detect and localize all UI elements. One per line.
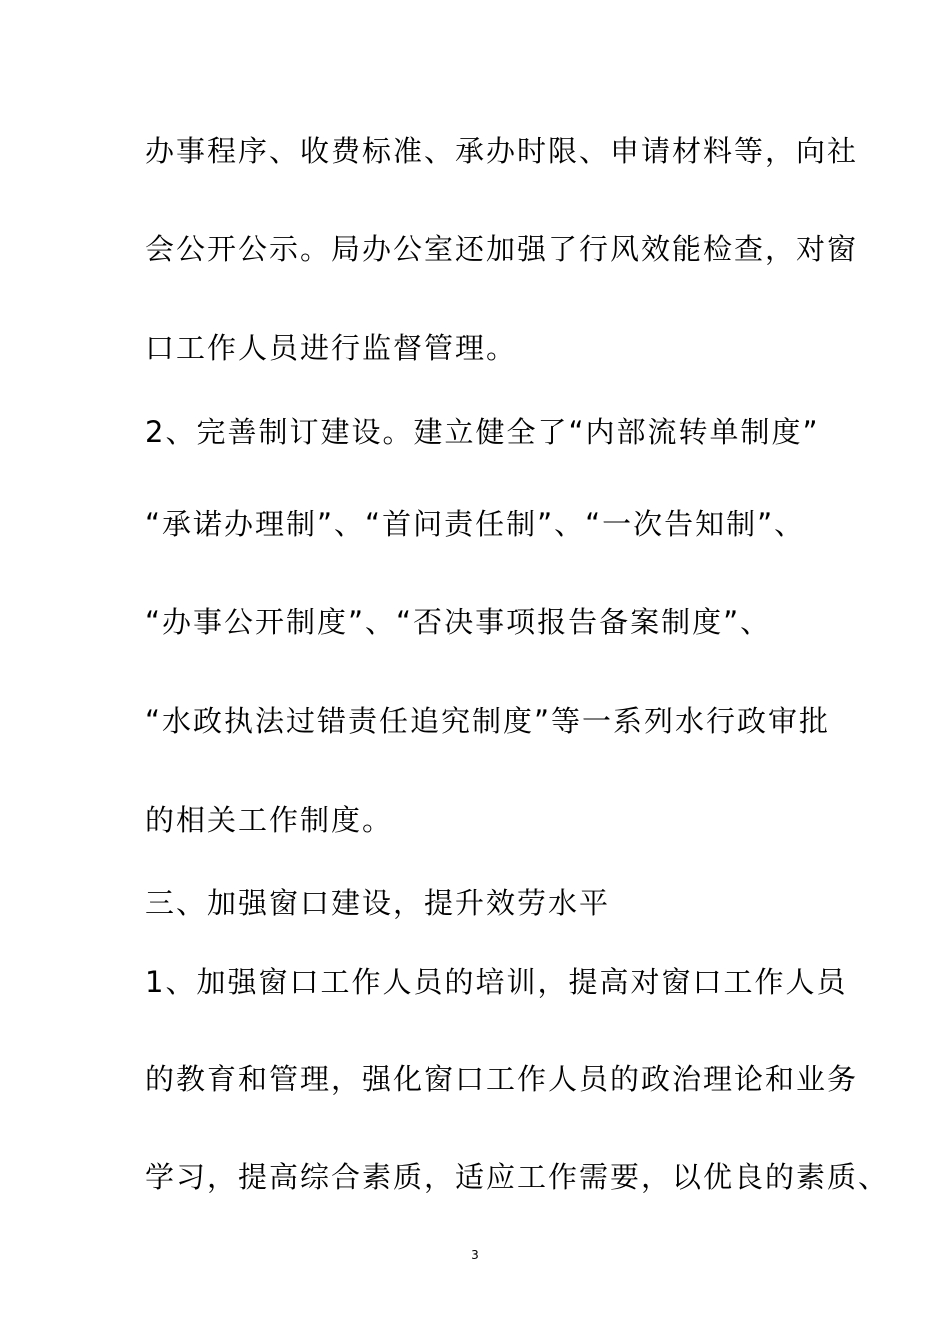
paragraph-line: “办事公开制度”、“否决事项报告备案制度”、: [145, 605, 772, 639]
paragraph-line: 2、完善制订建设。建立健全了“内部流转单制度”: [145, 415, 820, 449]
paragraph-line: “承诺办理制”、“首问责任制”、“一次告知制”、: [145, 507, 806, 541]
paragraph-line: “水政执法过错责任追究制度”等一系列水行政审批: [145, 704, 831, 738]
paragraph-line: 1、加强窗口工作人员的培训，提高对窗口工作人员: [145, 965, 848, 999]
paragraph-line: 的教育和管理，强化窗口工作人员的政治理论和业务: [145, 1062, 859, 1096]
paragraph-line: 办事程序、收费标准、承办时限、申请材料等，向社: [145, 134, 859, 168]
paragraph-line: 学习，提高综合素质，适应工作需要，以优良的素质、: [145, 1160, 890, 1194]
paragraph-line: 口工作人员进行监督管理。: [145, 331, 518, 365]
section-heading: 三、加强窗口建设，提升效劳水平: [145, 886, 611, 920]
paragraph-line: 的相关工作制度。: [145, 803, 394, 837]
paragraph-line: 会公开公示。局办公室还加强了行风效能检查，对窗: [145, 232, 859, 266]
page-number: 3: [471, 1248, 479, 1262]
